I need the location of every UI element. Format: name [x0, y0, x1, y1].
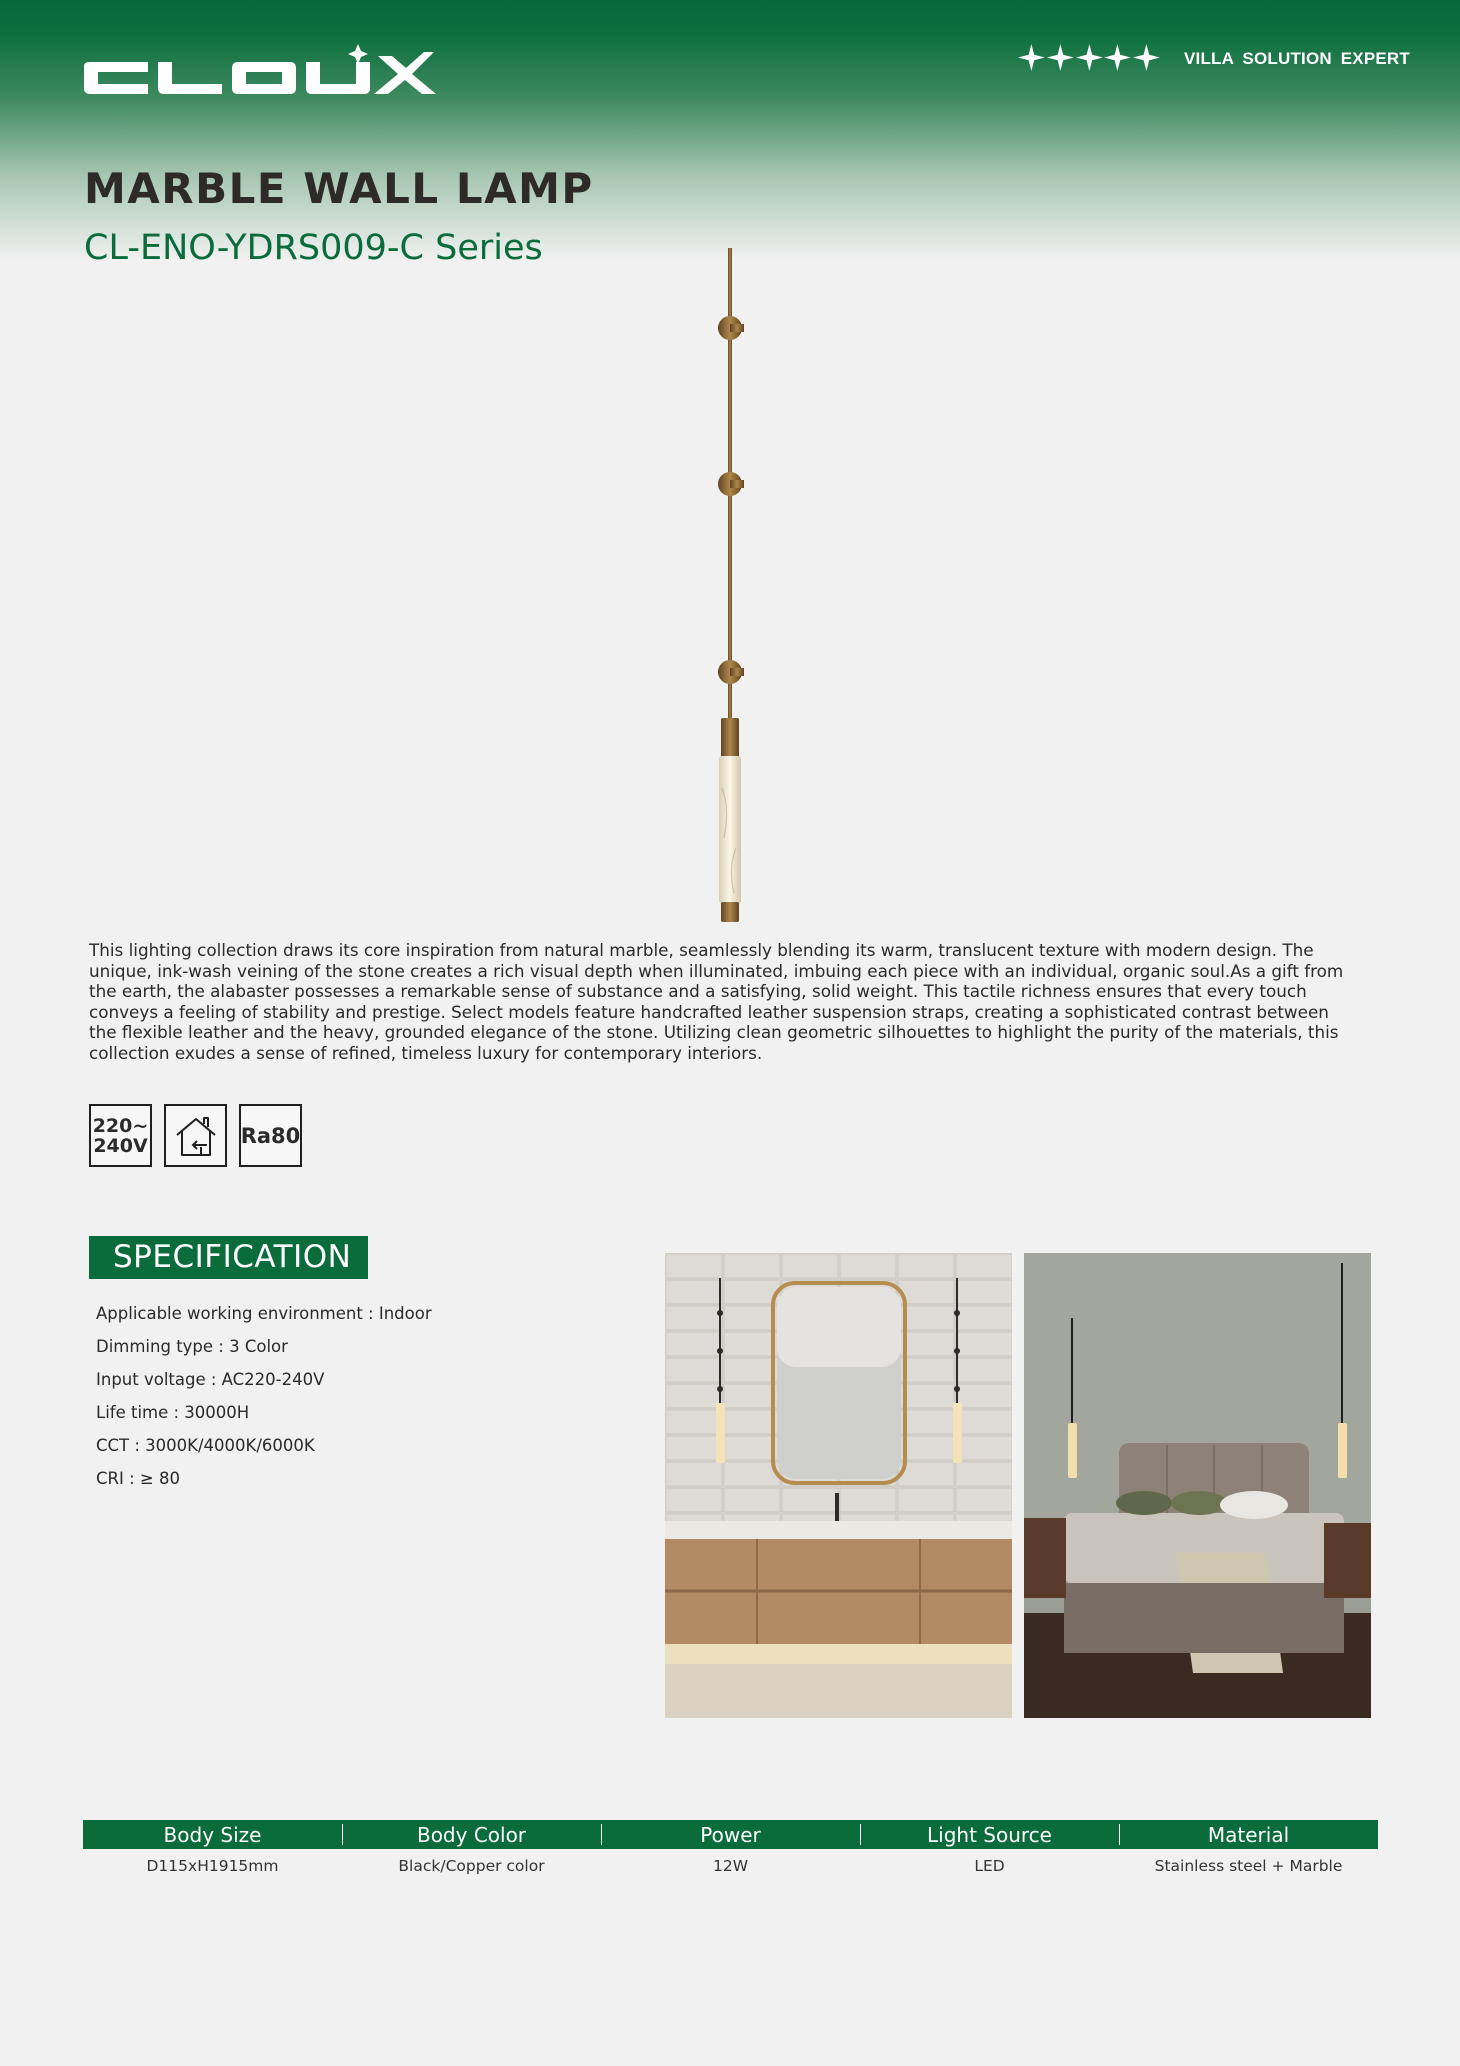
- bedroom-scene-image: [1024, 1253, 1371, 1718]
- table-cell: Black/Copper color: [398, 1857, 545, 1875]
- specification-list: [96, 1303, 432, 1501]
- table-header-row: [83, 1820, 1378, 1849]
- specification-heading: SPECIFICATION: [89, 1236, 368, 1279]
- cri-badge: [239, 1104, 302, 1167]
- star-icon: [1104, 44, 1131, 71]
- product-description: This lighting collection draws its core inspiration from natural marble, seamlessly blending its warm, translucent texture with modern design. The unique, ink-wash veining of the stone creates a rich visual depth when illuminated, imbuing each piece with an individual, organic soul.As a gift from the earth, the alabaster possesses a remarkable sense of substance and a satisfying, solid weight. This tactile richness ensures that every touch conveys a feeling of stability and prestige. Select models feature handcrafted leather suspension straps, creating a sophisticated contrast between the flexible leather and the heavy, grounded elegance of the stone. Utilizing clean geometric silhouettes to highlight the purity of the materials, this collection exudes a sense of refined, timeless luxury for contemporary interiors.: [89, 940, 1344, 1063]
- cloux-logo: [82, 44, 438, 102]
- feature-badges: [89, 1104, 302, 1167]
- cri-badge-label: Ra80: [240, 1123, 301, 1148]
- table-cell: LED: [974, 1857, 1005, 1875]
- spec-item: Applicable working environment : Indoor: [96, 1304, 432, 1323]
- table-cell: D115xH1915mm: [146, 1857, 279, 1875]
- spec-item: Life time : 30000H: [96, 1403, 250, 1422]
- spec-item: CRI : ≥ 80: [96, 1469, 180, 1488]
- wall-lamp-product-image: [700, 248, 760, 930]
- table-header-cell: Material: [1119, 1820, 1378, 1849]
- product-series: CL-ENO-YDRS009-C Series: [84, 228, 543, 268]
- star-icon: [1018, 44, 1045, 71]
- table-header-cell: Body Color: [342, 1820, 601, 1849]
- page-title: MARBLE WALL LAMP: [84, 164, 594, 213]
- star-icon: [1047, 44, 1074, 71]
- indoor-house-icon: [164, 1104, 227, 1167]
- table-header-cell: Light Source: [860, 1820, 1119, 1849]
- star-icon: [1133, 44, 1160, 71]
- table-row: [83, 1849, 1378, 1883]
- table-cell: Stainless steel + Marble: [1154, 1857, 1343, 1875]
- voltage-badge-label: 220~ 240V: [92, 1114, 149, 1157]
- header-band: [0, 0, 1460, 260]
- table-cell: 12W: [712, 1857, 749, 1875]
- table-header-cell: Power: [601, 1820, 860, 1849]
- table-header-cell: Body Size: [163, 1823, 262, 1847]
- voltage-badge: [89, 1104, 152, 1167]
- star-icon: [1076, 44, 1103, 71]
- five-star-rating: [1018, 44, 1160, 74]
- specification-table: [83, 1820, 1378, 1883]
- bathroom-scene-image: [665, 1253, 1012, 1718]
- spec-item: CCT : 3000K/4000K/6000K: [96, 1436, 315, 1455]
- brand-tagline: VILLA SOLUTION EXPERT: [1184, 49, 1410, 68]
- spec-item: Dimming type : 3 Color: [96, 1337, 288, 1356]
- spec-item: Input voltage : AC220-240V: [96, 1370, 325, 1389]
